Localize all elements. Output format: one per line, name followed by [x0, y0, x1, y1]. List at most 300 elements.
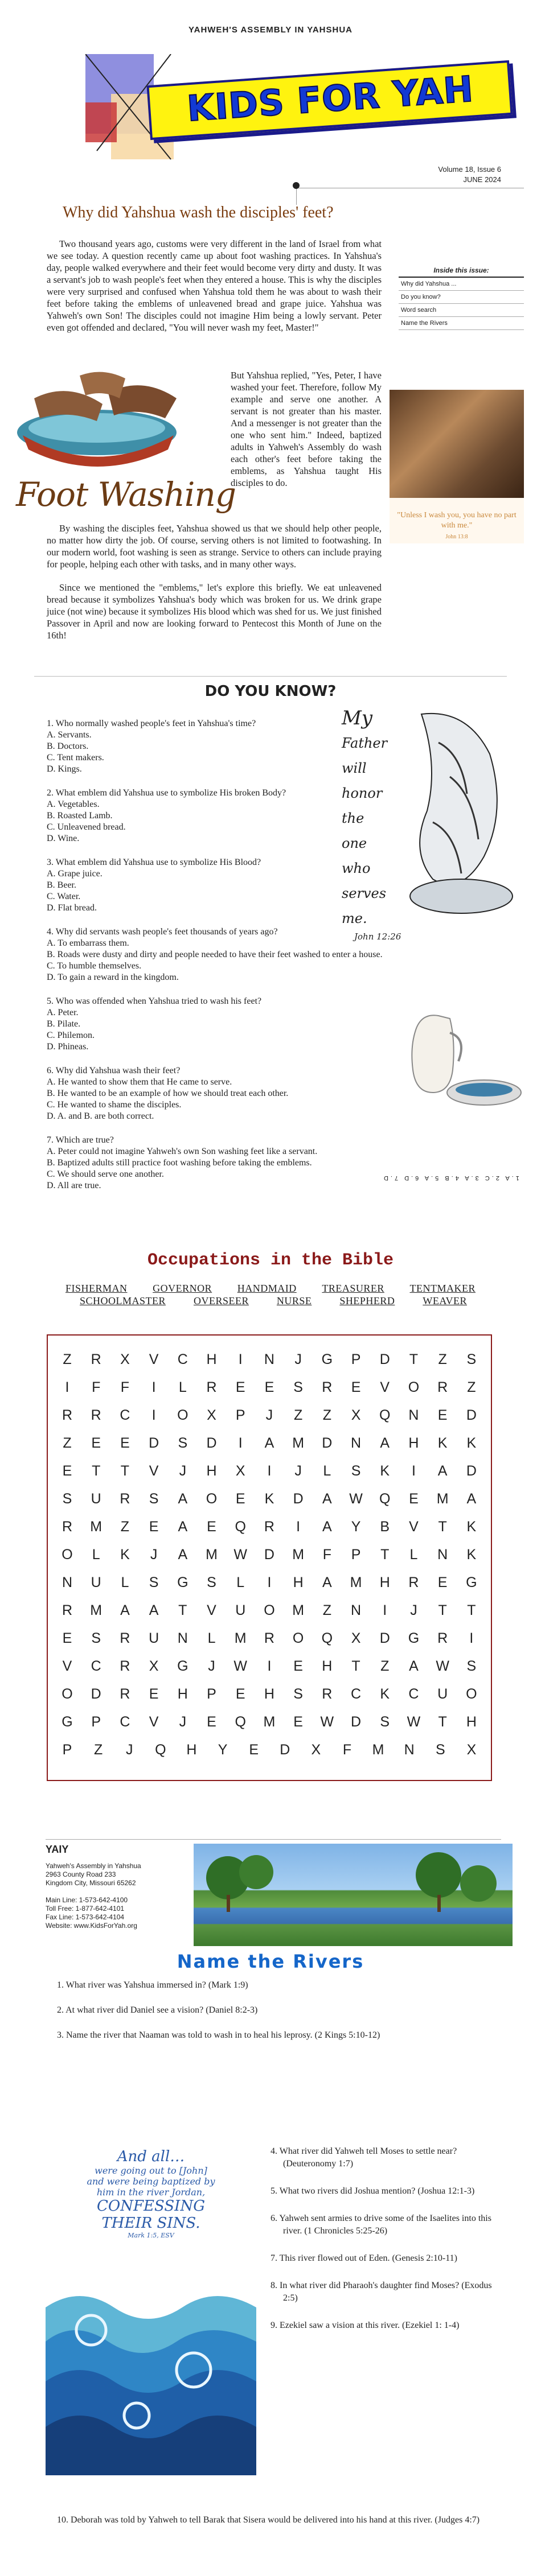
grid-letter[interactable]: D: [264, 1547, 274, 1563]
grid-row: [48, 1680, 491, 1708]
grid-letter[interactable]: A: [120, 1602, 130, 1618]
quiz-option[interactable]: B. Pilate.: [47, 1019, 81, 1029]
grid-letter[interactable]: E: [207, 1714, 216, 1730]
grid-letter[interactable]: N: [264, 1351, 274, 1367]
quiz-option[interactable]: C. Unleavened bread.: [47, 822, 126, 832]
grid-letter[interactable]: M: [292, 1547, 305, 1563]
grid-letter[interactable]: D: [280, 1742, 290, 1758]
grid-letter[interactable]: Z: [93, 1742, 103, 1758]
grid-letter[interactable]: Z: [438, 1351, 447, 1367]
grid-letter[interactable]: U: [149, 1630, 159, 1646]
grid-letter[interactable]: J: [125, 1742, 133, 1758]
grid-letter[interactable]: V: [62, 1658, 72, 1674]
grid-letter[interactable]: B: [380, 1519, 390, 1535]
sidebar-item[interactable]: Name the Rivers: [399, 317, 524, 330]
grid-letter[interactable]: I: [296, 1519, 301, 1535]
grid-letter[interactable]: K: [120, 1547, 130, 1563]
grid-letter[interactable]: D: [379, 1351, 390, 1367]
foot-washing-image: [11, 364, 194, 478]
grid-letter[interactable]: C: [120, 1714, 130, 1730]
grid-letter[interactable]: M: [436, 1491, 449, 1507]
grid-letter[interactable]: Q: [235, 1714, 246, 1730]
grid-letter[interactable]: Z: [120, 1519, 130, 1535]
foot-washing-sketch: [399, 708, 518, 925]
grid-letter[interactable]: C: [120, 1407, 130, 1423]
quiz-option[interactable]: D. Flat bread.: [47, 903, 97, 913]
grid-letter[interactable]: O: [264, 1602, 275, 1618]
grid-letter[interactable]: J: [150, 1547, 158, 1563]
grid-letter[interactable]: S: [380, 1714, 390, 1730]
grid-letter[interactable]: K: [466, 1547, 477, 1563]
section-label: YAIY: [46, 1844, 69, 1855]
verse-line: will: [342, 760, 367, 776]
grid-letter[interactable]: D: [206, 1435, 217, 1451]
grid-letter[interactable]: I: [383, 1602, 387, 1618]
grid-letter[interactable]: L: [178, 1379, 187, 1395]
grid-letter[interactable]: M: [263, 1714, 276, 1730]
river-trees: [194, 1844, 513, 1946]
article-paragraph-3: Since we mentioned the "emblems," let's explore this briefly. We eat unleavened bread because it symbolizes Yahshua's body which was broken for us. We drink grape juice (not wine) because it symbolizes His blood which was shed for us. We just finished Passover in April and now are looking forward to Pentecost this Month of June on the 16th!: [47, 582, 382, 641]
grid-letter[interactable]: T: [120, 1463, 130, 1479]
grid-letter[interactable]: Q: [155, 1742, 166, 1758]
grid-letter[interactable]: R: [120, 1491, 130, 1507]
grid-letter[interactable]: U: [235, 1602, 246, 1618]
grid-letter[interactable]: P: [91, 1714, 101, 1730]
grid-letter[interactable]: T: [467, 1602, 476, 1618]
grid-letter[interactable]: A: [437, 1463, 448, 1479]
quiz-option[interactable]: C. Water.: [47, 892, 81, 901]
grid-letter[interactable]: E: [235, 1379, 245, 1395]
quiz-option[interactable]: A. To embarrass them.: [47, 938, 129, 948]
sidebar-item[interactable]: Do you know?: [399, 291, 524, 304]
wave-verse: [46, 2148, 256, 2239]
grid-letter[interactable]: D: [293, 1491, 304, 1507]
word-item: GOVERNOR: [153, 1283, 212, 1294]
grid-letter[interactable]: W: [233, 1658, 248, 1674]
grid-letter[interactable]: Z: [467, 1379, 476, 1395]
grid-letter[interactable]: I: [411, 1463, 416, 1479]
grid-letter[interactable]: M: [234, 1630, 247, 1646]
grid-letter[interactable]: T: [409, 1351, 419, 1367]
grid-letter[interactable]: F: [342, 1742, 352, 1758]
quiz-option[interactable]: B. Roads were dusty and dirty and people needed to have their feet washed to enter a house.: [47, 950, 383, 959]
grid-letter[interactable]: R: [91, 1351, 101, 1367]
pitcher-and-bowl-image: [399, 1007, 524, 1115]
quiz-option[interactable]: C. To humble themselves.: [47, 961, 142, 971]
grid-letter[interactable]: V: [207, 1602, 216, 1618]
grid-letter[interactable]: H: [186, 1742, 197, 1758]
grid-letter[interactable]: U: [91, 1575, 101, 1590]
grid-letter[interactable]: D: [322, 1435, 333, 1451]
washing-hands-image: [390, 390, 524, 498]
grid-letter[interactable]: Q: [379, 1491, 391, 1507]
verse-line: serves: [342, 885, 387, 901]
grid-letter[interactable]: Y: [351, 1519, 361, 1535]
grid-letter[interactable]: J: [265, 1407, 273, 1423]
grid-letter[interactable]: W: [233, 1547, 248, 1563]
grid-letter[interactable]: J: [294, 1351, 302, 1367]
grid-letter[interactable]: E: [149, 1519, 159, 1535]
grid-letter[interactable]: K: [466, 1435, 477, 1451]
quiz-question: 4. Why did servants wash people's feet thousands of years ago?: [47, 927, 278, 937]
grid-letter[interactable]: J: [179, 1714, 187, 1730]
grid-letter[interactable]: I: [267, 1658, 272, 1674]
grid-letter[interactable]: I: [151, 1407, 156, 1423]
grid-letter[interactable]: W: [320, 1714, 334, 1730]
quiz-option[interactable]: C. We should serve one another.: [47, 1169, 164, 1179]
grid-letter[interactable]: I: [65, 1379, 69, 1395]
grid-letter[interactable]: V: [409, 1519, 419, 1535]
grid-letter[interactable]: Z: [63, 1435, 72, 1451]
grid-letter[interactable]: S: [62, 1491, 72, 1507]
grid-letter[interactable]: T: [438, 1602, 447, 1618]
grid-letter[interactable]: K: [380, 1686, 390, 1702]
grid-letter[interactable]: N: [62, 1575, 73, 1590]
grid-letter[interactable]: T: [178, 1602, 187, 1618]
grid-letter[interactable]: E: [437, 1407, 448, 1423]
grid-letter[interactable]: A: [466, 1491, 477, 1507]
river-question: 2. At what river did Daniel see a vision? (Daniel 8:2-3): [57, 2005, 258, 2015]
grid-letter[interactable]: R: [437, 1379, 448, 1395]
grid-letter[interactable]: L: [409, 1547, 418, 1563]
grid-letter[interactable]: E: [91, 1435, 101, 1451]
grid-letter[interactable]: E: [249, 1742, 259, 1758]
wordsearch-grid: [47, 1334, 492, 1781]
grid-letter[interactable]: E: [264, 1379, 274, 1395]
grid-letter[interactable]: I: [238, 1435, 243, 1451]
quiz-option[interactable]: A. Peter could not imagine Yahweh's own Son washing feet like a servant.: [47, 1147, 318, 1156]
grid-letter[interactable]: C: [177, 1351, 188, 1367]
sidebar-item[interactable]: Why did Yahshua ...: [399, 278, 524, 291]
grid-letter[interactable]: T: [438, 1519, 447, 1535]
grid-letter[interactable]: O: [292, 1630, 304, 1646]
river-question: 3. Name the river that Naaman was told to wash in to heal his leprosy. (2 Kings 5:10-12): [57, 2030, 380, 2040]
grid-letter[interactable]: U: [437, 1686, 448, 1702]
grid-letter[interactable]: V: [380, 1379, 390, 1395]
contact-line: [46, 1887, 141, 1896]
grid-letter[interactable]: X: [351, 1407, 361, 1423]
quiz-option[interactable]: B. Doctors.: [47, 741, 89, 751]
grid-letter[interactable]: L: [236, 1575, 245, 1590]
grid-letter[interactable]: X: [311, 1742, 321, 1758]
grid-letter[interactable]: J: [179, 1463, 187, 1479]
quiz-option[interactable]: C. He wanted to shame the disciples.: [47, 1100, 182, 1110]
grid-letter[interactable]: V: [149, 1463, 159, 1479]
grid-letter[interactable]: J: [410, 1602, 417, 1618]
grid-letter[interactable]: D: [351, 1714, 362, 1730]
grid-letter[interactable]: H: [322, 1658, 333, 1674]
grid-letter[interactable]: E: [62, 1630, 72, 1646]
grid-letter[interactable]: A: [322, 1575, 332, 1590]
quiz-option[interactable]: D. Kings.: [47, 764, 82, 774]
grid-letter[interactable]: E: [120, 1435, 130, 1451]
grid-letter[interactable]: E: [293, 1658, 303, 1674]
word-item: TENTMAKER: [409, 1283, 476, 1294]
grid-letter[interactable]: S: [435, 1742, 445, 1758]
quiz-question-block: [47, 1135, 400, 1192]
grid-letter[interactable]: P: [62, 1742, 72, 1758]
grid-letter[interactable]: Z: [322, 1602, 331, 1618]
organization-name: YAHWEH'S ASSEMBLY IN YAHSHUA: [188, 25, 353, 35]
grid-letter[interactable]: F: [120, 1379, 130, 1395]
grid-letter[interactable]: H: [264, 1686, 274, 1702]
grid-letter[interactable]: P: [351, 1351, 361, 1367]
grid-letter[interactable]: V: [149, 1351, 159, 1367]
wave-line: CONFESSING: [97, 2198, 205, 2215]
grid-letter[interactable]: I: [238, 1351, 243, 1367]
grid-letter[interactable]: X: [466, 1742, 477, 1758]
grid-letter[interactable]: E: [437, 1575, 448, 1590]
grid-letter[interactable]: Y: [218, 1742, 228, 1758]
grid-letter[interactable]: S: [149, 1575, 159, 1590]
grid-letter[interactable]: U: [91, 1491, 101, 1507]
grid-letter[interactable]: R: [62, 1519, 73, 1535]
grid-letter[interactable]: A: [322, 1491, 332, 1507]
contact-line: Toll Free: 1-877-642-4101: [46, 1905, 125, 1913]
grid-letter[interactable]: H: [379, 1575, 390, 1590]
grid-letter[interactable]: Z: [63, 1351, 72, 1367]
grid-letter[interactable]: Q: [379, 1407, 391, 1423]
grid-letter[interactable]: L: [92, 1547, 100, 1563]
quiz-option[interactable]: A. Peter.: [47, 1008, 79, 1017]
grid-letter[interactable]: X: [149, 1658, 159, 1674]
grid-row: [48, 1429, 491, 1457]
grid-letter[interactable]: E: [149, 1686, 159, 1702]
grid-letter[interactable]: E: [207, 1519, 216, 1535]
grid-letter[interactable]: H: [293, 1575, 304, 1590]
grid-letter[interactable]: W: [349, 1491, 363, 1507]
grid-letter[interactable]: C: [91, 1658, 101, 1674]
grid-letter[interactable]: A: [380, 1435, 390, 1451]
grid-letter[interactable]: S: [293, 1379, 303, 1395]
grid-letter[interactable]: T: [438, 1714, 447, 1730]
grid-letter[interactable]: A: [264, 1435, 274, 1451]
grid-letter[interactable]: I: [267, 1575, 272, 1590]
grid-letter[interactable]: D: [466, 1407, 477, 1423]
grid-letter[interactable]: R: [62, 1602, 73, 1618]
grid-letter[interactable]: M: [90, 1519, 103, 1535]
grid-letter[interactable]: T: [351, 1658, 360, 1674]
grid-letter[interactable]: N: [408, 1407, 419, 1423]
grid-letter[interactable]: I: [151, 1379, 156, 1395]
grid-letter[interactable]: S: [466, 1351, 477, 1367]
grid-letter[interactable]: K: [380, 1463, 390, 1479]
grid-letter[interactable]: A: [178, 1519, 188, 1535]
grid-row: [48, 1457, 491, 1485]
grid-letter[interactable]: G: [408, 1630, 420, 1646]
river-question: 8. In what river did Pharaoh's daughter find Moses? (Exodus 2:5): [270, 2281, 492, 2303]
grid-letter[interactable]: X: [120, 1351, 130, 1367]
grid-letter[interactable]: E: [293, 1714, 303, 1730]
grid-letter[interactable]: H: [206, 1351, 217, 1367]
quiz-option[interactable]: A. He wanted to show them that He came to serve.: [47, 1077, 232, 1087]
grid-letter[interactable]: T: [92, 1463, 101, 1479]
grid-row: [48, 1569, 491, 1597]
grid-letter[interactable]: O: [408, 1379, 420, 1395]
river-question: 9. Ezekiel saw a vision at this river. (Ezekiel 1: 1-4): [270, 2321, 460, 2330]
grid-letter[interactable]: S: [178, 1435, 188, 1451]
grid-letter[interactable]: S: [91, 1630, 101, 1646]
quiz-option[interactable]: B. Baptized adults still practice foot washing before taking the emblems.: [47, 1158, 312, 1168]
grid-letter[interactable]: H: [206, 1463, 217, 1479]
grid-letter[interactable]: D: [466, 1463, 477, 1479]
rivers-title: Name the Rivers: [177, 1951, 364, 1972]
baptism-verse-art: [46, 2142, 256, 2475]
quiz-option[interactable]: C. Tent makers.: [47, 753, 104, 763]
grid-letter[interactable]: R: [437, 1630, 448, 1646]
grid-letter[interactable]: R: [120, 1658, 130, 1674]
quiz-option[interactable]: A. Vegetables.: [47, 799, 100, 809]
grid-letter[interactable]: M: [372, 1742, 384, 1758]
grid-letter[interactable]: N: [351, 1435, 362, 1451]
grid-letter[interactable]: E: [351, 1379, 361, 1395]
grid-letter[interactable]: F: [92, 1379, 101, 1395]
grid-letter[interactable]: O: [62, 1547, 73, 1563]
grid-letter[interactable]: O: [177, 1407, 188, 1423]
grid-letter[interactable]: Q: [235, 1519, 246, 1535]
grid-letter[interactable]: G: [466, 1575, 477, 1590]
grid-letter[interactable]: O: [466, 1686, 477, 1702]
grid-letter[interactable]: E: [235, 1686, 245, 1702]
word-item: SHEPHERD: [339, 1295, 395, 1306]
grid-letter[interactable]: O: [206, 1491, 218, 1507]
grid-letter[interactable]: G: [177, 1575, 188, 1590]
quiz-option[interactable]: D. To gain a reward in the kingdom.: [47, 972, 179, 982]
word-item: FISHERMAN: [65, 1283, 128, 1294]
grid-letter[interactable]: O: [62, 1686, 73, 1702]
grid-letter[interactable]: C: [408, 1686, 419, 1702]
grid-letter[interactable]: Q: [321, 1630, 333, 1646]
grid-letter[interactable]: M: [350, 1575, 362, 1590]
grid-letter[interactable]: X: [207, 1407, 216, 1423]
quiz-option[interactable]: C. Philemon.: [47, 1031, 95, 1040]
grid-letter[interactable]: A: [178, 1491, 188, 1507]
grid-letter[interactable]: L: [207, 1630, 216, 1646]
quiz-option[interactable]: D. Phineas.: [47, 1042, 89, 1052]
grid-letter[interactable]: E: [62, 1463, 72, 1479]
quiz-option[interactable]: D. Wine.: [47, 834, 80, 843]
grid-letter[interactable]: J: [294, 1463, 302, 1479]
quiz-option[interactable]: B. Roasted Lamb.: [47, 811, 113, 821]
answer-key: 1.A 2.C 3.A 4.B 5.A 6.D 7.D: [382, 1174, 519, 1181]
grid-letter[interactable]: Z: [293, 1407, 303, 1423]
grid-letter[interactable]: V: [149, 1714, 159, 1730]
quiz-question: 7. Which are true?: [47, 1135, 114, 1145]
grid-letter[interactable]: R: [120, 1630, 130, 1646]
header-dot: [293, 182, 300, 189]
grid-letter[interactable]: R: [91, 1407, 101, 1423]
grid-letter[interactable]: N: [351, 1602, 362, 1618]
grid-letter[interactable]: G: [321, 1351, 333, 1367]
grid-letter[interactable]: N: [437, 1547, 448, 1563]
grid-letter[interactable]: S: [293, 1686, 303, 1702]
quiz-option[interactable]: A. Servants.: [47, 730, 92, 740]
grid-letter[interactable]: R: [62, 1407, 73, 1423]
grid-letter[interactable]: M: [292, 1602, 305, 1618]
grid-letter[interactable]: N: [177, 1630, 188, 1646]
grid-letter[interactable]: S: [149, 1491, 159, 1507]
grid-letter[interactable]: K: [264, 1491, 274, 1507]
quiz-option[interactable]: B. Beer.: [47, 880, 76, 890]
grid-letter[interactable]: M: [292, 1435, 305, 1451]
grid-letter[interactable]: X: [235, 1463, 245, 1479]
grid-letter[interactable]: D: [379, 1630, 390, 1646]
grid-letter[interactable]: E: [235, 1491, 245, 1507]
grid-letter[interactable]: X: [351, 1630, 361, 1646]
grid-letter[interactable]: R: [408, 1575, 419, 1590]
verse-text: [342, 706, 401, 942]
grid-letter[interactable]: J: [208, 1658, 215, 1674]
grid-letter[interactable]: A: [149, 1602, 159, 1618]
grid-letter[interactable]: K: [437, 1435, 448, 1451]
grid-letter[interactable]: S: [351, 1463, 361, 1479]
grid-letter[interactable]: A: [322, 1519, 332, 1535]
grid-letter[interactable]: E: [409, 1491, 419, 1507]
grid-letter[interactable]: R: [206, 1379, 217, 1395]
grid-letter[interactable]: G: [177, 1658, 188, 1674]
grid-letter[interactable]: H: [408, 1435, 419, 1451]
grid-letter[interactable]: P: [235, 1407, 245, 1423]
quiz-option[interactable]: D. All are true.: [47, 1181, 101, 1190]
word-list-row-2: [80, 1295, 467, 1307]
grid-letter[interactable]: I: [469, 1630, 474, 1646]
grid-letter[interactable]: L: [323, 1463, 331, 1479]
grid-letter[interactable]: F: [322, 1547, 331, 1563]
wave-line: him in the river Jordan,: [96, 2187, 206, 2198]
grid-letter[interactable]: L: [121, 1575, 129, 1590]
quiz-option[interactable]: A. Grape juice.: [47, 869, 103, 879]
grid-letter[interactable]: R: [264, 1519, 274, 1535]
logo-text: KIDS FOR YAH: [186, 68, 475, 130]
wave-reference: Mark 1:5, ESV: [128, 2232, 174, 2239]
grid-letter[interactable]: T: [380, 1547, 390, 1563]
grid-letter[interactable]: A: [409, 1658, 419, 1674]
grid-letter[interactable]: M: [90, 1602, 103, 1618]
grid-letter[interactable]: H: [177, 1686, 188, 1702]
grid-letter[interactable]: C: [351, 1686, 362, 1702]
grid-letter[interactable]: G: [62, 1714, 73, 1730]
grid-letter[interactable]: Z: [322, 1407, 331, 1423]
word-item: OVERSEER: [193, 1295, 249, 1306]
grid-letter[interactable]: D: [91, 1686, 101, 1702]
grid-letter[interactable]: H: [466, 1714, 477, 1730]
grid-letter[interactable]: R: [322, 1686, 333, 1702]
grid-letter[interactable]: S: [466, 1658, 477, 1674]
grid-letter[interactable]: N: [404, 1742, 415, 1758]
grid-letter[interactable]: P: [207, 1686, 216, 1702]
grid-letter[interactable]: D: [149, 1435, 159, 1451]
quiz-option[interactable]: B. He wanted to be an example of how we should treat each other.: [47, 1089, 289, 1098]
quiz-option[interactable]: D. A. and B. are both correct.: [47, 1111, 154, 1121]
grid-letter[interactable]: W: [436, 1658, 449, 1674]
sidebar-item[interactable]: Word search: [399, 304, 524, 317]
quote-text: "Unless I wash you, you have no part with me.": [397, 511, 517, 530]
grid-letter[interactable]: R: [120, 1686, 130, 1702]
grid-letter[interactable]: A: [178, 1547, 188, 1563]
grid-letter[interactable]: W: [407, 1714, 421, 1730]
grid-letter[interactable]: S: [207, 1575, 216, 1590]
grid-letter[interactable]: K: [466, 1519, 477, 1535]
grid-row: [48, 1736, 491, 1764]
grid-letter[interactable]: I: [267, 1463, 272, 1479]
grid-letter[interactable]: P: [351, 1547, 361, 1563]
article-title: Why did Yahshua wash the disciples' feet?: [63, 204, 334, 221]
grid-letter[interactable]: R: [322, 1379, 333, 1395]
grid-letter[interactable]: Z: [380, 1658, 390, 1674]
grid-letter[interactable]: R: [264, 1630, 274, 1646]
grid-letter[interactable]: M: [206, 1547, 218, 1563]
river-question: 10. Deborah was told by Yahweh to tell Barak that Sisera would be delivered into his hand at this river. (Judges 4:7): [57, 2515, 480, 2525]
